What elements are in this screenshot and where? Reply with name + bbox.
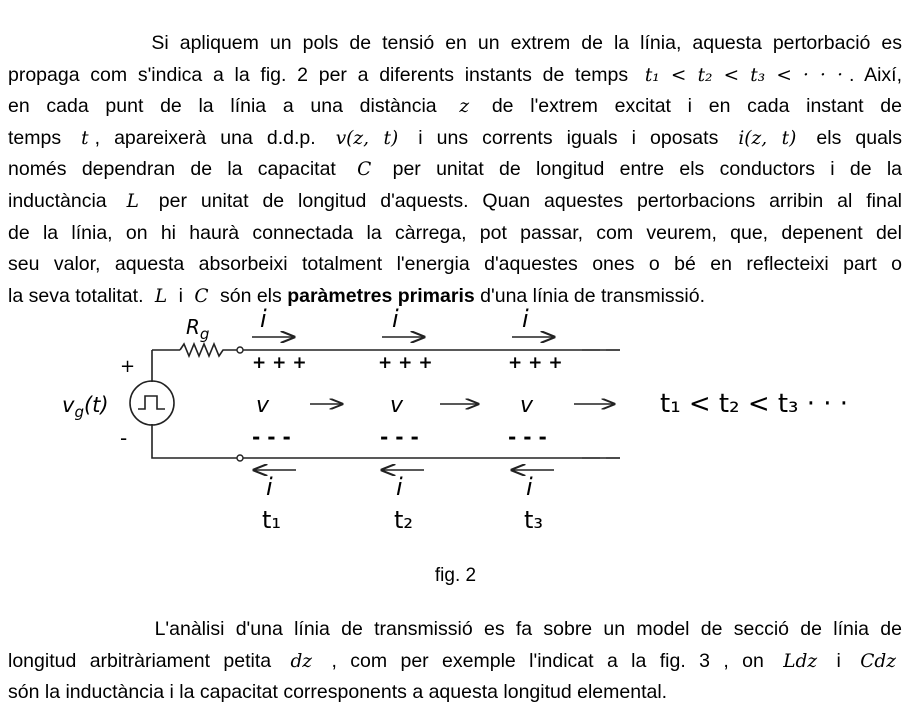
paragraph-1	[8, 28, 902, 312]
paragraph-2	[8, 614, 902, 709]
figure-caption: fig. 2	[434, 565, 477, 586]
time-order-label: t₁ < t₂ < t₃ · · ·	[660, 389, 849, 419]
top-terminal	[237, 347, 243, 353]
math-L: L	[126, 190, 139, 212]
p2-text: i	[836, 649, 841, 672]
p1-text: de la línia, on hi haurà connectada la càrrega, pot passar, com veurem, que, depenent del	[8, 221, 902, 244]
p1-line-3	[8, 91, 902, 123]
voltage-1: v	[256, 393, 270, 418]
p1-line-8	[8, 249, 902, 281]
math-Ldz: Ldz	[783, 650, 818, 672]
p1-line-5	[8, 154, 902, 186]
p1-text: d'una línia de transmissió.	[480, 284, 705, 307]
source-label: $v_g(t)$	[62, 393, 109, 421]
p2-text: L'anàlisi d'una línia de transmissió es fa sobre un model de secció de línia de	[154, 618, 902, 640]
p1-text: Si apliquem un pols de tensió en un extrem de la línia, aquesta pertorbació es	[151, 32, 902, 54]
p1-text: seu valor, aquesta absorbeixi totalment l'energia d'aquestes ones o bé en reflecteixi part o	[8, 253, 902, 276]
p1-text: els quals	[816, 126, 902, 149]
resistor-label: $R_g$	[186, 315, 210, 343]
bottom-terminal	[237, 455, 243, 461]
bottom-left-wire	[152, 424, 240, 458]
math-dz: dz	[290, 650, 313, 672]
p1-text: , apareixerà una d.d.p.	[94, 126, 316, 149]
current-top-2: i	[392, 305, 399, 333]
p2-line-1	[8, 614, 902, 646]
time-label-2: t₂	[394, 506, 414, 534]
math-z: z	[459, 96, 470, 118]
charges-top-3: + + +	[508, 353, 563, 373]
current-bottom-2: i	[396, 473, 403, 501]
p1-line-2	[8, 60, 902, 92]
p1-text: només dependran de la capacitat	[8, 158, 336, 181]
math-C: C	[194, 285, 209, 307]
p1-text: i	[178, 284, 183, 307]
p1-line-6	[8, 186, 902, 218]
charges-bottom-1: - - -	[252, 425, 291, 449]
bold-term: paràmetres primaris	[287, 284, 475, 307]
time-label-1: t₁	[262, 506, 282, 534]
charges-top-1: + + +	[252, 353, 307, 373]
p1-line-1	[8, 28, 902, 60]
p1-text: . Així,	[849, 63, 902, 86]
p1-line-7	[8, 218, 902, 250]
p2-text: , com per exemple l'indicat a la fig. 3 , on	[331, 649, 764, 672]
p1-text: per unitat de longitud entre els conductors i de la	[392, 158, 903, 181]
current-bottom-3: i	[526, 473, 533, 501]
time-label-3: t₃	[524, 506, 544, 534]
math-time-order: t₁ < t₂ < t₃ < · · ·	[644, 64, 844, 86]
transmission-line-figure	[0, 300, 911, 550]
voltage-source-icon	[130, 381, 174, 425]
math-Cdz: Cdz	[860, 650, 897, 672]
charges-bottom-2: - - -	[380, 425, 419, 449]
voltage-2: v	[390, 393, 404, 418]
math-L: L	[154, 285, 168, 307]
p1-text: de l'extrem excitat i en cada instant de	[491, 95, 902, 118]
p2-text: són la inductància i la capacitat corresponents a aquesta longitud elemental.	[8, 681, 668, 704]
voltage-3: v	[520, 393, 534, 418]
math-i: i(z, t)	[738, 127, 797, 149]
p2-text: longitud arbitràriament petita	[8, 649, 272, 672]
math-v: v(z, t)	[335, 127, 399, 149]
p1-text: en cada punt de la línia a una distància	[8, 95, 437, 118]
p1-text: propaga com s'indica a la fig. 2 per a diferents instants de temps	[8, 63, 629, 86]
p1-line-4	[8, 123, 902, 155]
p1-text: per unitat de longitud d'aquests. Quan aquestes pertorbacions arribin al final	[158, 189, 903, 212]
current-top-3: i	[522, 305, 529, 333]
p1-text: són els	[219, 284, 282, 307]
pulse-symbol-icon	[138, 396, 165, 409]
p1-text: la seva totalitat.	[8, 284, 144, 307]
p2-line-3	[8, 677, 902, 709]
charges-top-2: + + +	[378, 353, 433, 373]
math-C: C	[357, 159, 372, 181]
current-top-1: i	[260, 305, 267, 333]
plus-sign: +	[120, 356, 136, 377]
p1-text: inductància	[8, 189, 107, 212]
current-bottom-1: i	[266, 473, 273, 501]
p1-text: temps	[8, 126, 62, 149]
math-t: t	[81, 127, 89, 149]
p1-text: i uns corrents iguals i oposats	[418, 126, 719, 149]
resistor-icon	[180, 344, 240, 356]
minus-sign: -	[120, 426, 128, 450]
p2-line-2	[8, 646, 902, 678]
charges-bottom-3: - - -	[508, 425, 547, 449]
